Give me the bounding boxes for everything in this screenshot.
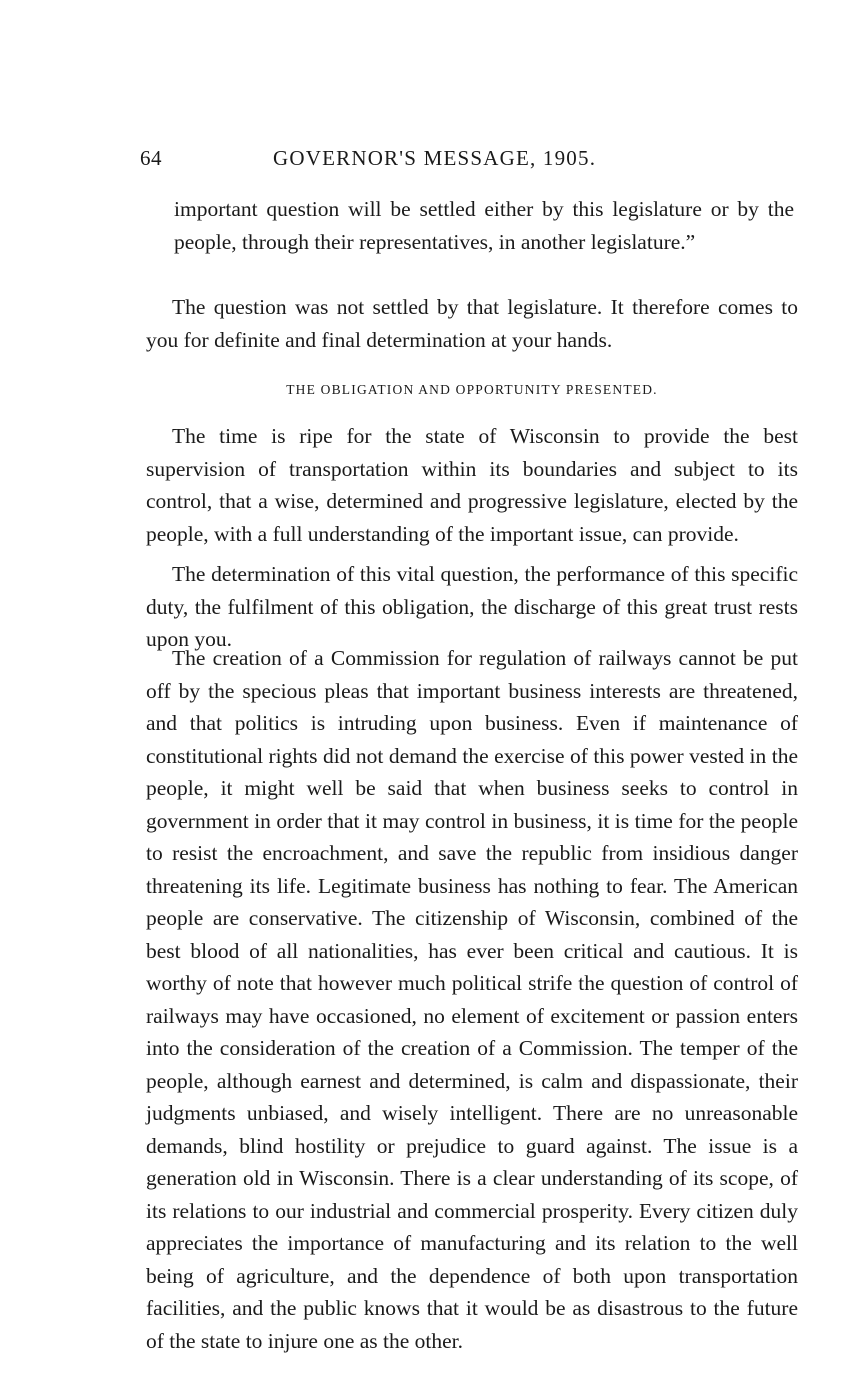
section-heading: THE OBLIGATION AND OPPORTUNITY PRESENTED. <box>286 382 658 397</box>
page-number: 64 <box>140 146 162 170</box>
paragraph-1: The question was not settled by that legislature. It therefore comes to you for definite and final determination at your hands. <box>146 295 798 352</box>
paragraph-2: The time is ripe for the state of Wisconsin to provide the best supervision of transportation within its boundaries and subject to its control, that a wise, determined and progressive legislature, elected by the people, with a full understanding of the important issue, can provide. <box>146 424 798 546</box>
running-head <box>140 146 800 176</box>
running-title: GOVERNOR'S MESSAGE, 1905. <box>273 146 597 170</box>
paragraph-3: The determination of this vital question, the performance of this specific duty, the fulfilment of this obligation, the discharge of this great trust rests upon you. <box>146 562 798 651</box>
quote-continuation: important question will be settled either by this legislature or by the people, through their representatives, in another legislature.” <box>174 197 794 254</box>
paragraph-4: The creation of a Commission for regulation of railways cannot be put off by the specious pleas that important business interests are threatened, and that politics is intruding upon business. Even if maintenance of constitutional rights did not demand the exercise of this power vested in the people, it might well be said that when business seeks to control in government in order that it may control in business, it is time for the people to resist the encroachment, and save the republic from insidious danger threatening its life. Legitimate business has nothing to fear. The American people are conservative. The citizenship of Wisconsin, combined of the best blood of all nationalities, has ever been critical and cautious. It is worthy of note that however much political strife the question of control of railways may have occasioned, no element of excitement or passion enters into the consideration of the creation of a Commission. The temper of the people, although earnest and determined, is calm and dispassionate, their judgments unbiased, and wisely intelligent. There are no unreasonable demands, blind hostility or prejudice to guard against. The issue is a generation old in Wisconsin. There is a clear understanding of its scope, of its relations to our industrial and commercial prosperity. Every citizen duly appreciates the importance of manufacturing and its relation to the well being of agriculture, and the dependence of both upon transportation facilities, and the public knows that it would be as disastrous to the future of the state to injure one as the other. <box>146 646 798 1353</box>
